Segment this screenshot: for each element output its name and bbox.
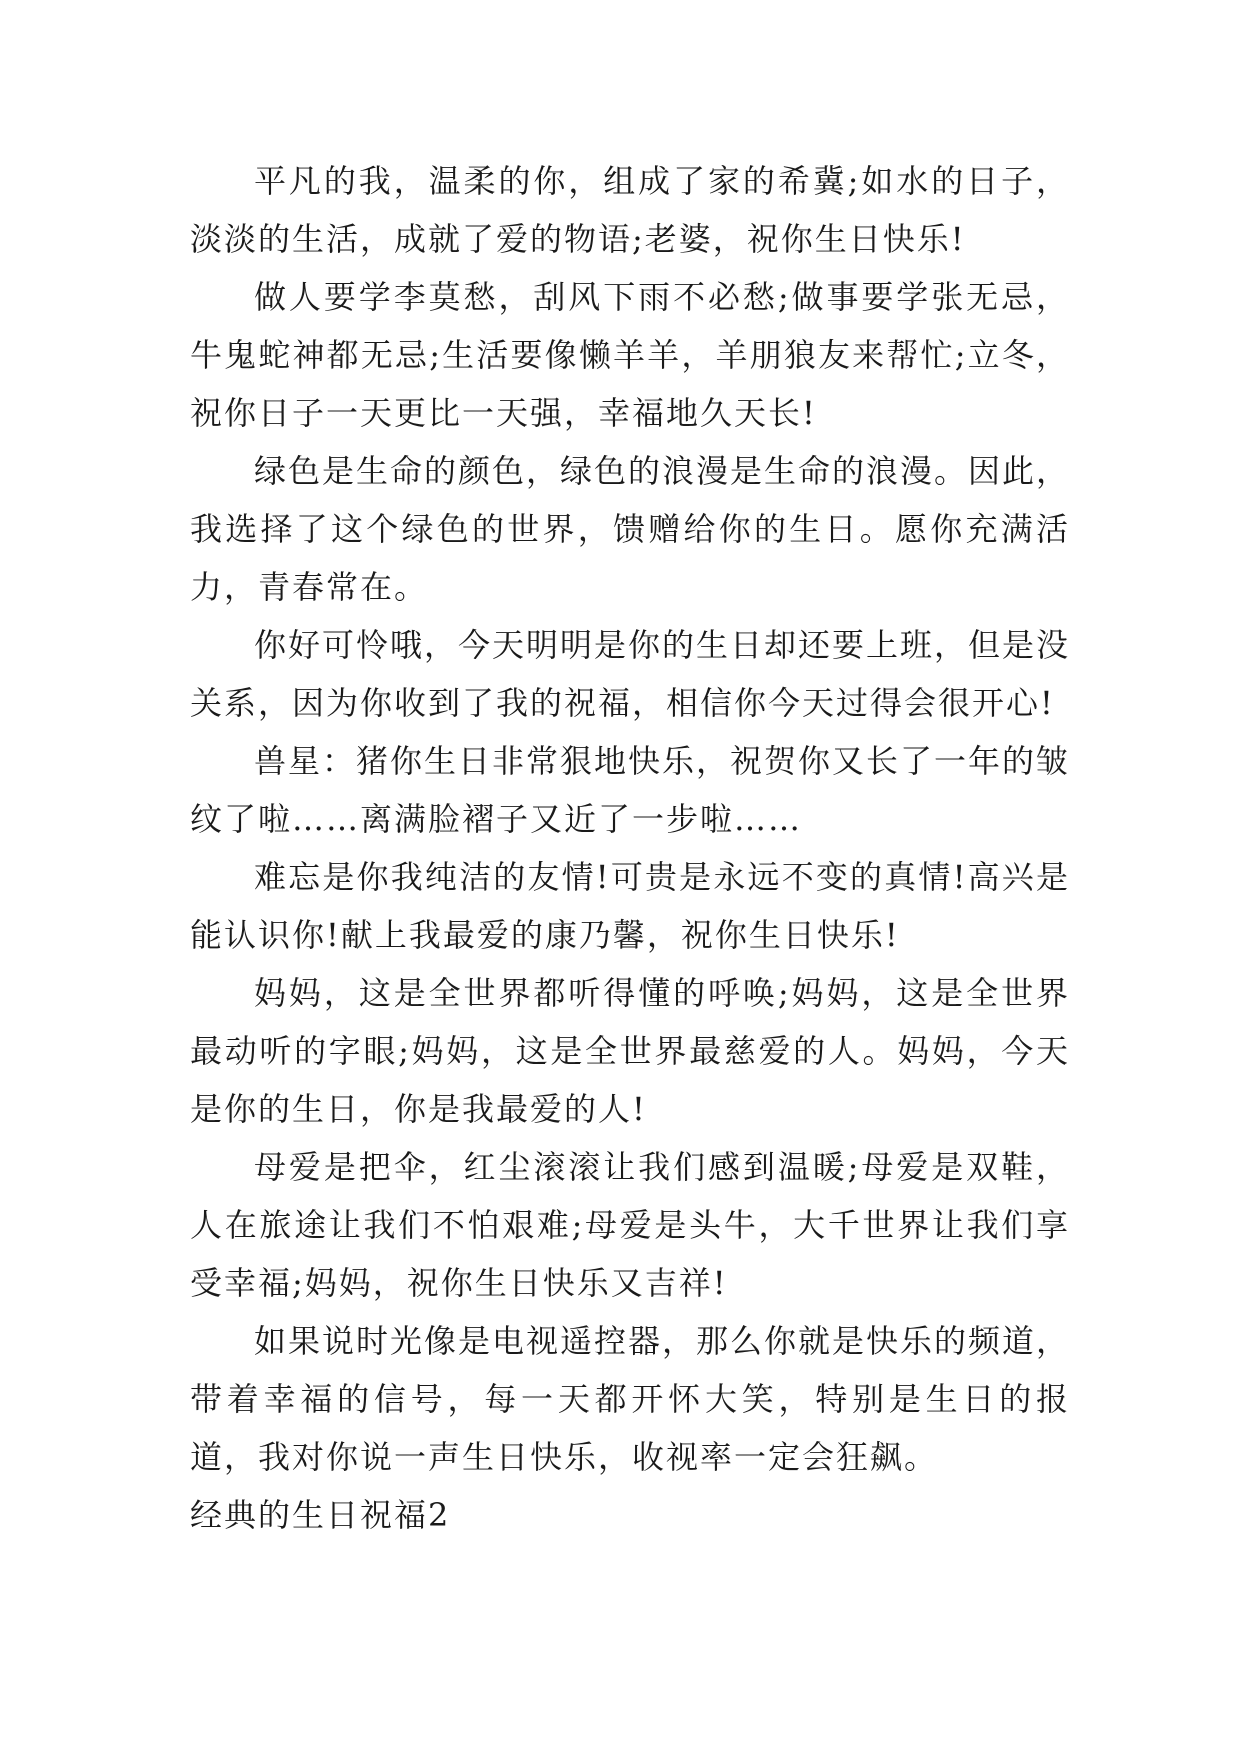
paragraph-7: 妈妈，这是全世界都听得懂的呼唤;妈妈，这是全世界最动听的字眼;妈妈，这是全世界最慈爱的人。妈妈，今天是你的生日，你是我最爱的人! [190,974,1070,1128]
document-body [190,152,1070,1544]
paragraph-9: 如果说时光像是电视遥控器，那么你就是快乐的频道，带着幸福的信号，每一天都开怀大笑，特别是生日的报道，我对你说一声生日快乐，收视率一定会狂飙。 [190,1322,1071,1476]
paragraph-3: 绿色是生命的颜色，绿色的浪漫是生命的浪漫。因此，我选择了这个绿色的世界，馈赠给你的生日。愿你充满活力，青春常在。 [190,452,1071,606]
paragraph-2: 做人要学李莫愁，刮风下雨不必愁;做事要学张无忌，牛鬼蛇神都无忌;生活要像懒羊羊，羊朋狼友来帮忙;立冬，祝你日子一天更比一天强，幸福地久天长! [190,278,1070,432]
section-heading: 经典的生日祝福2 [190,1496,451,1534]
paragraph-6: 难忘是你我纯洁的友情!可贵是永远不变的真情!高兴是能认识你!献上我最爱的康乃馨，祝你生日快乐! [190,858,1070,954]
paragraph-1: 平凡的我，温柔的你，组成了家的希冀;如水的日子，淡淡的生活，成就了爱的物语;老婆，祝你生日快乐! [190,162,1070,258]
paragraph-5: 兽星：猪你生日非常狠地快乐，祝贺你又长了一年的皱纹了啦……离满脸褶子又近了一步啦…… [190,742,1071,838]
paragraph-4: 你好可怜哦，今天明明是你的生日却还要上班，但是没关系，因为你收到了我的祝福，相信你今天过得会很开心! [190,626,1071,722]
paragraph-8: 母爱是把伞，红尘滚滚让我们感到温暖;母爱是双鞋，人在旅途让我们不怕艰难;母爱是头牛，大千世界让我们享受幸福;妈妈，祝你生日快乐又吉祥! [190,1148,1070,1302]
